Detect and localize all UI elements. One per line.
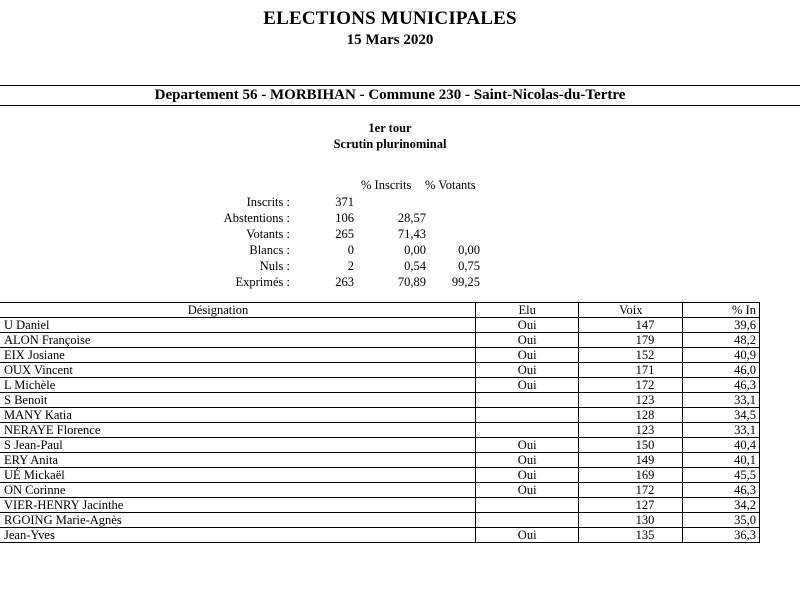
candidate-pct: 46,3 <box>683 378 760 393</box>
table-row <box>0 378 760 393</box>
candidate-elu: Oui <box>475 453 578 468</box>
candidate-elu: Oui <box>475 438 578 453</box>
candidate-voix: 171 <box>579 363 683 378</box>
col-pct-inscrits-header: % Inscrits <box>361 178 412 192</box>
candidate-pct: 35,0 <box>683 513 760 528</box>
stat-value: 0 <box>347 243 354 257</box>
candidate-pct: 46,3 <box>683 483 760 498</box>
candidate-elu: Oui <box>475 363 578 378</box>
commune-heading: Departement 56 - MORBIHAN - Commune 230 - Saint-Nicolas-du-Tertre <box>154 87 626 103</box>
candidate-pct: 33,1 <box>683 423 760 438</box>
candidate-voix: 172 <box>579 378 683 393</box>
table-row <box>0 408 760 423</box>
candidate-name: Jean-Yves <box>0 528 475 543</box>
table-row <box>0 348 760 363</box>
candidate-elu: Oui <box>475 318 578 333</box>
candidate-name: VIER-HENRY Jacinthe <box>0 498 475 513</box>
candidate-voix: 147 <box>579 318 683 333</box>
candidate-voix: 152 <box>579 348 683 363</box>
candidate-elu <box>475 423 578 438</box>
candidate-pct: 33,1 <box>683 393 760 408</box>
scrutin-label: Scrutin plurinominal <box>333 137 447 151</box>
candidate-name: ALON Françoise <box>0 333 475 348</box>
candidate-voix: 127 <box>579 498 683 513</box>
table-row <box>0 453 760 468</box>
candidate-name: S Benoit <box>0 393 475 408</box>
stat-label: Abstentions : <box>223 211 290 225</box>
stat-row <box>0 259 520 275</box>
results-header-row <box>0 303 760 318</box>
candidate-elu: Oui <box>475 528 578 543</box>
candidate-pct: 34,2 <box>683 498 760 513</box>
stat-pct-inscrits: 70,89 <box>397 275 426 289</box>
candidate-name: U Daniel <box>0 318 475 333</box>
stat-pct-inscrits: 0,54 <box>404 259 426 273</box>
results-table <box>0 302 760 543</box>
stat-pct-votants: 0,00 <box>458 243 480 257</box>
candidate-voix: 169 <box>579 468 683 483</box>
candidate-pct: 40,9 <box>683 348 760 363</box>
candidate-pct: 45,5 <box>683 468 760 483</box>
table-row <box>0 438 760 453</box>
election-date: 15 Mars 2020 <box>346 32 434 48</box>
candidate-pct: 46,0 <box>683 363 760 378</box>
col-pct-votants-header: % Votants <box>425 178 476 192</box>
candidate-voix: 150 <box>579 438 683 453</box>
candidate-voix: 123 <box>579 423 683 438</box>
candidate-name: OUX Vincent <box>0 363 475 378</box>
stat-pct-votants: 0,75 <box>458 259 480 273</box>
candidate-pct: 36,3 <box>683 528 760 543</box>
candidate-name: EIX Josiane <box>0 348 475 363</box>
stat-value: 265 <box>335 227 354 241</box>
stat-row <box>0 275 520 291</box>
candidate-voix: 172 <box>579 483 683 498</box>
candidate-elu: Oui <box>475 333 578 348</box>
candidate-elu <box>475 513 578 528</box>
candidate-elu <box>475 408 578 423</box>
table-row <box>0 423 760 438</box>
tour-label: 1er tour <box>368 121 412 135</box>
stat-row <box>0 227 520 243</box>
table-row <box>0 483 760 498</box>
col-voix: Voix <box>579 303 683 318</box>
candidate-pct: 40,1 <box>683 453 760 468</box>
candidate-voix: 135 <box>579 528 683 543</box>
candidate-elu <box>475 393 578 408</box>
candidate-name: ERY Anita <box>0 453 475 468</box>
stat-value: 2 <box>347 259 354 273</box>
table-row <box>0 468 760 483</box>
candidate-elu <box>475 498 578 513</box>
table-row <box>0 513 760 528</box>
stat-label: Nuls : <box>259 259 290 273</box>
candidate-elu: Oui <box>475 483 578 498</box>
candidate-pct: 39,6 <box>683 318 760 333</box>
stat-row <box>0 211 520 227</box>
table-row <box>0 318 760 333</box>
stat-value: 106 <box>335 211 354 225</box>
candidate-elu: Oui <box>475 468 578 483</box>
candidate-elu: Oui <box>475 348 578 363</box>
stat-pct-inscrits: 71,43 <box>397 227 426 241</box>
candidate-voix: 123 <box>579 393 683 408</box>
stat-label: Blancs : <box>249 243 290 257</box>
candidate-pct: 48,2 <box>683 333 760 348</box>
col-elu: Elu <box>475 303 578 318</box>
candidate-name: L Michèle <box>0 378 475 393</box>
page-title: ELECTIONS MUNICIPALES <box>263 8 517 29</box>
candidate-pct: 40,4 <box>683 438 760 453</box>
stat-row <box>0 195 520 211</box>
stat-pct-inscrits: 28,57 <box>397 211 426 225</box>
candidate-voix: 130 <box>579 513 683 528</box>
candidate-name: RGOING Marie-Agnès <box>0 513 475 528</box>
col-pct: % In <box>683 303 760 318</box>
candidate-voix: 149 <box>579 453 683 468</box>
stat-label: Votants : <box>246 227 290 241</box>
candidate-name: NERAYE Florence <box>0 423 475 438</box>
stat-value: 371 <box>335 195 354 209</box>
candidate-name: S Jean-Paul <box>0 438 475 453</box>
stat-label: Exprimés : <box>235 275 290 289</box>
stat-pct-votants: 99,25 <box>451 275 480 289</box>
stat-row <box>0 243 520 259</box>
table-row <box>0 528 760 543</box>
candidate-name: MANY Katia <box>0 408 475 423</box>
candidate-name: UÉ Mickaël <box>0 468 475 483</box>
candidate-name: ON Corinne <box>0 483 475 498</box>
table-row <box>0 363 760 378</box>
table-row <box>0 393 760 408</box>
stat-pct-inscrits: 0,00 <box>404 243 426 257</box>
stat-label: Inscrits : <box>246 195 290 209</box>
candidate-voix: 179 <box>579 333 683 348</box>
candidate-voix: 128 <box>579 408 683 423</box>
table-row <box>0 498 760 513</box>
table-row <box>0 333 760 348</box>
candidate-pct: 34,5 <box>683 408 760 423</box>
col-designation: Désignation <box>0 303 475 318</box>
stat-value: 263 <box>335 275 354 289</box>
candidate-elu: Oui <box>475 378 578 393</box>
